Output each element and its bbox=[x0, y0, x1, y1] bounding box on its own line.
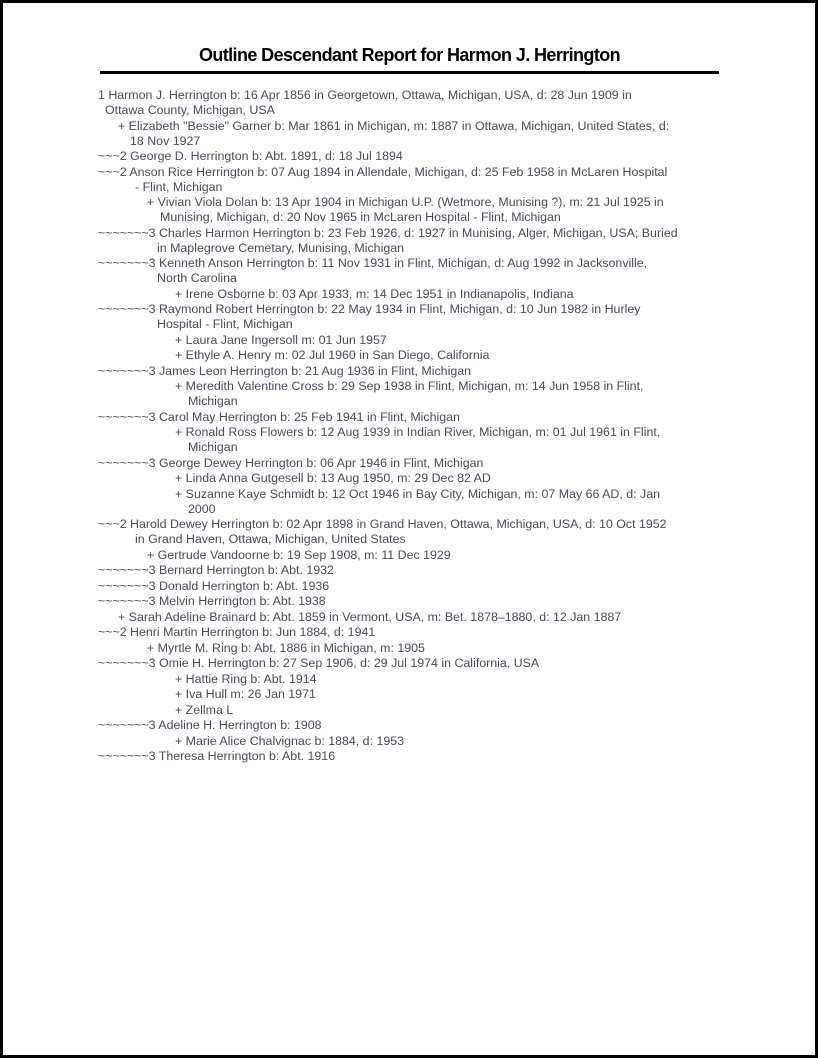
entry-line: ~~~2 Henri Martin Herrington b: Jun 1884, d: 1941 bbox=[98, 625, 376, 639]
report-entry-spouse bbox=[97, 119, 737, 149]
entry-line: ~~~~~~~3 James Leon Herrington b: 21 Aug 1936 in Flint, Michigan bbox=[98, 363, 472, 378]
report-entry-spouse bbox=[97, 548, 737, 563]
entry-line: + Hattie Ring b: Abt. 1914 bbox=[175, 671, 317, 686]
report-entry-spouse bbox=[97, 471, 737, 486]
entry-line: ~~~~~~~3 Theresa Herrington b: Abt. 1916 bbox=[98, 749, 336, 763]
entry-line: ~~~~~~~3 Raymond Robert Herrington b: 22 May 1934 in Flint, Michigan, d: 10 Jun 1982 in Hurley bbox=[98, 302, 641, 316]
entry-line: + Myrtle M. Ring b: Abt. 1886 in Michigan, m: 1905 bbox=[147, 640, 425, 655]
entry-line-continuation: Hospital - Flint, Michigan bbox=[157, 317, 293, 331]
report-entry-spouse bbox=[97, 610, 737, 625]
report-entry-person bbox=[97, 718, 737, 733]
report-entry-spouse bbox=[97, 641, 737, 656]
report-entry-person bbox=[97, 88, 737, 118]
report-entry-spouse bbox=[97, 379, 737, 409]
report-entry-spouse bbox=[97, 734, 737, 749]
report-entry-spouse bbox=[97, 333, 737, 348]
entry-line-continuation: Ottawa County, Michigan, USA bbox=[105, 103, 275, 117]
page-title: Outline Descendant Report for Harmon J. Herrington bbox=[198, 45, 621, 65]
report-entry-spouse bbox=[97, 195, 737, 225]
entry-line: ~~~2 Anson Rice Herrington b: 07 Aug 1894 in Allendale, Michigan, d: 25 Feb 1958 in McLaren Hospital bbox=[98, 164, 668, 179]
report-entry-person bbox=[97, 563, 737, 578]
entry-line-continuation: - Flint, Michigan bbox=[135, 179, 223, 194]
entry-line: + Laura Jane Ingersoll m: 01 Jun 1957 bbox=[175, 332, 387, 347]
report-entry-person bbox=[97, 625, 737, 640]
report-entry-spouse bbox=[97, 487, 737, 517]
entry-line: + Zellma L bbox=[175, 702, 234, 717]
report-entry-person bbox=[97, 749, 737, 764]
entry-line: + Iva Hull m: 26 Jan 1971 bbox=[175, 687, 316, 701]
report-entry-person bbox=[97, 594, 737, 609]
report-entry-person bbox=[97, 226, 737, 256]
entry-line: ~~~~~~~3 Donald Herrington b: Abt. 1936 bbox=[98, 578, 330, 593]
entry-line: ~~~~~~~3 Omie H. Herrington b: 27 Sep 1906, d: 29 Jul 1974 in California, USA bbox=[98, 656, 540, 670]
entry-line-continuation: 18 Nov 1927 bbox=[130, 133, 201, 148]
entry-line: + Linda Anna Gutgesell b: 13 Aug 1950, m: 29 Dec 82 AD bbox=[175, 471, 491, 485]
report-entry-person bbox=[97, 256, 737, 286]
entry-line-continuation: in Grand Haven, Ottawa, Michigan, United States bbox=[135, 532, 406, 546]
entry-line: ~~~~~~~3 Bernard Herrington b: Abt. 1932 bbox=[98, 563, 334, 577]
entry-line: + Meredith Valentine Cross b: 29 Sep 1938 in Flint, Michigan, m: 14 Jun 1958 in Flint, bbox=[175, 379, 644, 393]
entry-line: + Ronald Ross Flowers b: 12 Aug 1939 in Indian River, Michigan, m: 01 Jul 1961 in Flint, bbox=[175, 425, 661, 439]
entry-line: + Sarah Adeline Brainard b: Abt. 1859 in Vermont, USA, m: Bet. 1878–1880, d: 12 Jan 1887 bbox=[118, 609, 622, 624]
entry-line: + Gertrude Vandoorne b: 19 Sep 1908, m: 11 Dec 1929 bbox=[147, 547, 451, 562]
report-entry-spouse bbox=[97, 687, 737, 702]
title-divider bbox=[100, 71, 719, 74]
report-entry-person bbox=[97, 165, 737, 195]
entry-line: + Marie Alice Chalvignac b: 1884, d: 1953 bbox=[175, 733, 405, 748]
entry-line: ~~~2 Harold Dewey Herrington b: 02 Apr 1898 in Grand Haven, Ottawa, Michigan, USA, d: 10 Oct 1952 bbox=[98, 517, 667, 531]
entry-line: + Vivian Viola Dolan b: 13 Apr 1904 in Michigan U.P. (Wetmore, Munising ?), m: 21 Jul 1925 in bbox=[147, 195, 664, 209]
entry-line-continuation: Munising, Michigan, d: 20 Nov 1965 in McLaren Hospital - Flint, Michigan bbox=[160, 210, 561, 224]
entry-line: ~~~~~~~3 Adeline H. Herrington b: 1908 bbox=[98, 718, 322, 732]
entry-line: + Ethyle A. Henry m: 02 Jul 1960 in San Diego, California bbox=[175, 348, 490, 362]
descendant-list bbox=[97, 88, 737, 764]
entry-line: 1 Harmon J. Herrington b: 16 Apr 1856 in Georgetown, Ottawa, Michigan, USA, d: 28 Jun 1909 in bbox=[98, 88, 632, 102]
report-entry-person bbox=[97, 656, 737, 671]
report-entry-person bbox=[97, 579, 737, 594]
report-entry-spouse bbox=[97, 425, 737, 455]
report-entry-spouse bbox=[97, 287, 737, 302]
entry-line: ~~~2 George D. Herrington b: Abt. 1891, d: 18 Jul 1894 bbox=[98, 149, 403, 163]
report-entry-spouse bbox=[97, 703, 737, 718]
report-entry-person bbox=[97, 410, 737, 425]
report-entry-person bbox=[97, 364, 737, 379]
entry-line: + Irene Osborne b: 03 Apr 1933, m: 14 Dec 1951 in Indianapolis, Indiana bbox=[175, 286, 574, 301]
entry-line-continuation: Michigan bbox=[188, 440, 238, 454]
entry-line-continuation: Michigan bbox=[188, 394, 238, 408]
report-entry-person bbox=[97, 302, 737, 332]
report-entry-person bbox=[97, 517, 737, 547]
report-entry-spouse bbox=[97, 672, 737, 687]
entry-line-continuation: North Carolina bbox=[157, 271, 237, 285]
entry-line: ~~~~~~~3 George Dewey Herrington b: 06 Apr 1946 in Flint, Michigan bbox=[98, 455, 484, 470]
report-header bbox=[100, 45, 719, 66]
entry-line-continuation: in Maplegrove Cemetary, Munising, Michigan bbox=[157, 240, 405, 255]
entry-line: + Elizabeth "Bessie" Garner b: Mar 1861 in Michigan, m: 1887 in Ottawa, Michigan, United States, d: bbox=[118, 118, 670, 133]
entry-line-continuation: 2000 bbox=[188, 501, 216, 516]
report-entry-person bbox=[97, 149, 737, 164]
entry-line: ~~~~~~~3 Kenneth Anson Herrington b: 11 Nov 1931 in Flint, Michigan, d: Aug 1992 in Jacksonville, bbox=[98, 256, 648, 270]
report-entry-person bbox=[97, 456, 737, 471]
report-entry-spouse bbox=[97, 348, 737, 363]
entry-line: ~~~~~~~3 Charles Harmon Herrington b: 23 Feb 1926, d: 1927 in Munising, Alger, Michigan, USA; Buried bbox=[98, 225, 678, 240]
entry-line: ~~~~~~~3 Melvin Herrington b: Abt. 1938 bbox=[98, 594, 326, 608]
entry-line: + Suzanne Kaye Schmidt b: 12 Oct 1946 in Bay City, Michigan, m: 07 May 66 AD, d: Jan bbox=[175, 486, 660, 501]
entry-line: ~~~~~~~3 Carol May Herrington b: 25 Feb 1941 in Flint, Michigan bbox=[98, 409, 460, 424]
